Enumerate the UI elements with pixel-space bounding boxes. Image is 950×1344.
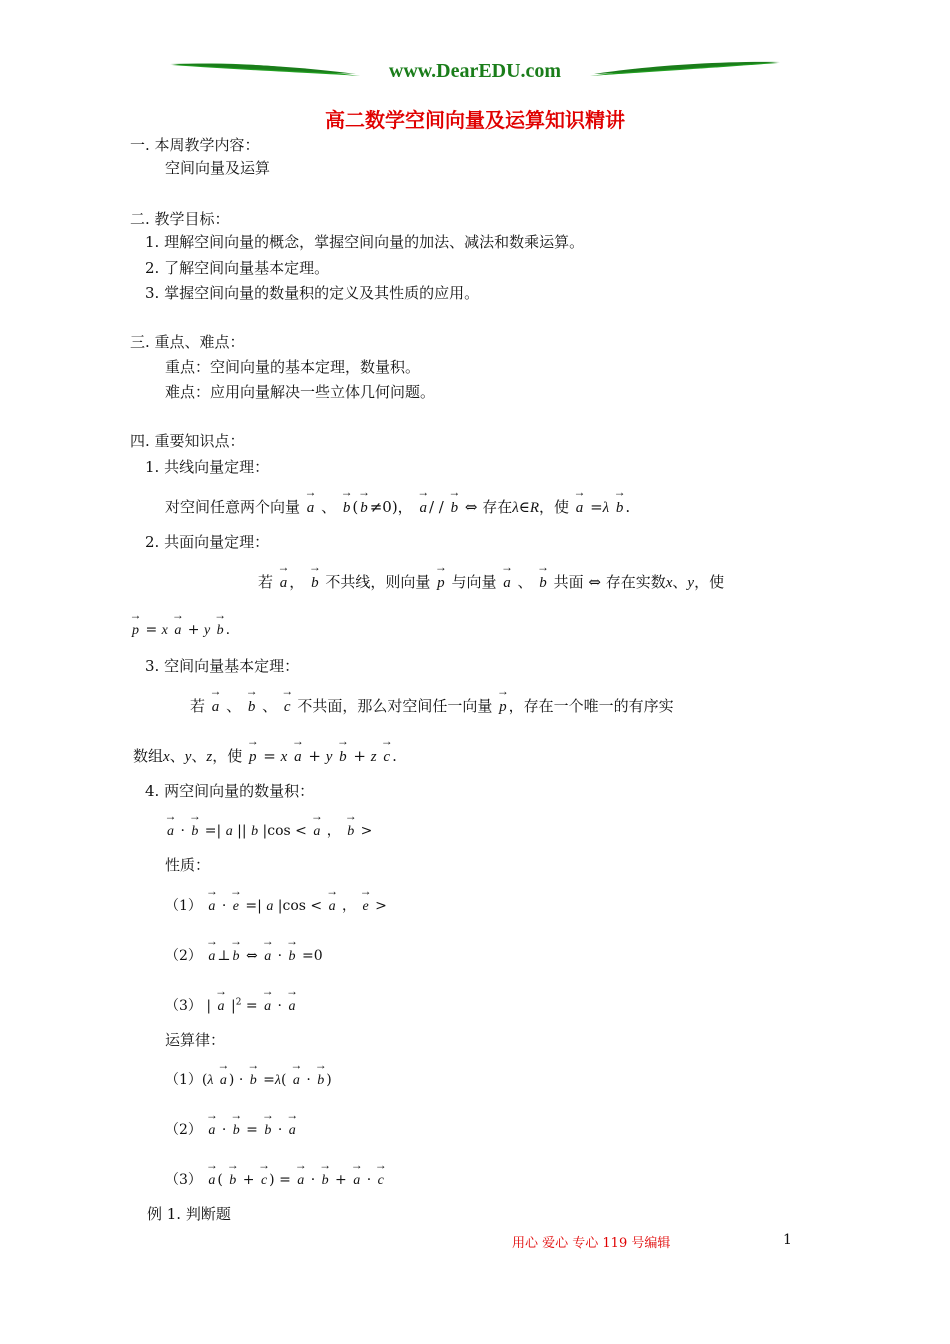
key-points: 重点：空间向量的基本定理，数量积。 bbox=[165, 358, 421, 376]
theorem-4-title: 4. 两空间向量的数量积： bbox=[145, 782, 315, 800]
example-1: 例 1. 判断题 bbox=[147, 1205, 231, 1223]
theorem-2-text-4: 共面 bbox=[553, 573, 584, 591]
footer-text: 用心 爱心 专心 119 号编辑 bbox=[512, 1236, 671, 1251]
dot-product-definition: → a · → b =| a || b |cos < → a ， → b > bbox=[165, 820, 372, 840]
law-3-label: （3） bbox=[165, 1172, 202, 1188]
property-2: （2） → a ⊥→ b ⇔ → a · → b =0 bbox=[165, 945, 323, 965]
law-3: （3） → a ( → b + → c ) = → a · → b + → a · → c bbox=[165, 1169, 386, 1189]
theorem-3-text-2: 不共面，那么对空间任一向量 bbox=[297, 697, 493, 715]
goal-item-2: 2. 了解空间向量基本定理。 bbox=[145, 259, 330, 277]
section-1-heading: 一. 本周教学内容： bbox=[130, 136, 260, 154]
property-2-label: （2） bbox=[165, 948, 202, 964]
theorem-3-text-4: 数组 bbox=[133, 747, 164, 765]
site-url: www.DearEDU.com bbox=[388, 60, 562, 82]
difficult-points: 难点：应用向量解决一些立体几何问题。 bbox=[165, 383, 436, 401]
laws-label: 运算律： bbox=[165, 1031, 226, 1049]
page-title: 高二数学空间向量及运算知识精讲 bbox=[325, 108, 625, 132]
theorem-3-formula: 数组x、y、z，使 → p = x → a + y → b + z → c . bbox=[133, 745, 397, 766]
section-1-content: 空间向量及运算 bbox=[165, 159, 271, 177]
section-2-heading: 二. 教学目标： bbox=[130, 210, 230, 228]
theorem-2-text-1: 若 bbox=[258, 573, 274, 591]
property-3-label: （3） bbox=[165, 998, 202, 1014]
section-4-heading: 四. 重要知识点： bbox=[130, 432, 245, 450]
theorem-3-statement: 若 → a 、 → b 、 → c 不共面，那么对空间任一向量 → p ，存在一个唯一的有序实 bbox=[190, 695, 674, 716]
theorem-3-text-3: ，存在一个唯一的有序实 bbox=[508, 697, 674, 715]
property-1-label: （1） bbox=[165, 898, 202, 914]
theorem-1-statement: 对空间任意两个向量 → a 、 → b (→ b ≠0)， → a / / → b ⇔ 存在λ∈R，使 → a =λ → b . bbox=[165, 496, 630, 517]
theorem-2-formula: → p = x → a + y → b . bbox=[130, 622, 230, 639]
theorem-2-title: 2. 共面向量定理： bbox=[145, 533, 270, 551]
theorem-1-text-2: 存在 bbox=[482, 498, 513, 516]
site-banner bbox=[170, 52, 780, 92]
property-3: （3） | → a $|^2$ = → a · → a bbox=[165, 995, 297, 1015]
law-2-label: （2） bbox=[165, 1122, 202, 1138]
theorem-1-text-1: 对空间任意两个向量 bbox=[165, 498, 301, 516]
page-number: 1 bbox=[783, 1232, 792, 1248]
law-1-label: （1） bbox=[165, 1072, 202, 1088]
law-1: （1）(λ → a ) · → b =λ( → a · → b ) bbox=[165, 1069, 332, 1089]
theorem-1-text-3: ，使 bbox=[539, 498, 570, 516]
goal-item-3: 3. 掌握空间向量的数量积的定义及其性质的应用。 bbox=[145, 284, 480, 302]
theorem-3-text-1: 若 bbox=[190, 697, 206, 715]
theorem-1-title: 1. 共线向量定理： bbox=[145, 458, 270, 476]
properties-label: 性质： bbox=[165, 856, 211, 874]
theorem-3-title: 3. 空间向量基本定理： bbox=[145, 657, 300, 675]
theorem-2-text-2: 不共线，则向量 bbox=[325, 573, 431, 591]
theorem-3-text-5: ，使 bbox=[212, 747, 243, 765]
law-2: （2） → a · → b = → b · → a bbox=[165, 1119, 298, 1139]
theorem-2-text-6: ，使 bbox=[694, 573, 725, 591]
theorem-2-statement: 若 → a ， → b 不共线，则向量 → p 与向量 → a 、 → b 共面 ⇔ 存在实数x、y，使 bbox=[258, 571, 724, 592]
theorem-2-text-3: 与向量 bbox=[451, 573, 497, 591]
property-1: （1） → a · → e =| a |cos < → a ， → e > bbox=[165, 895, 387, 915]
theorem-2-text-5: 存在实数 bbox=[605, 573, 666, 591]
goal-item-1: 1. 理解空间向量的概念，掌握空间向量的加法、减法和数乘运算。 bbox=[145, 233, 585, 251]
section-3-heading: 三. 重点、难点： bbox=[130, 333, 245, 351]
